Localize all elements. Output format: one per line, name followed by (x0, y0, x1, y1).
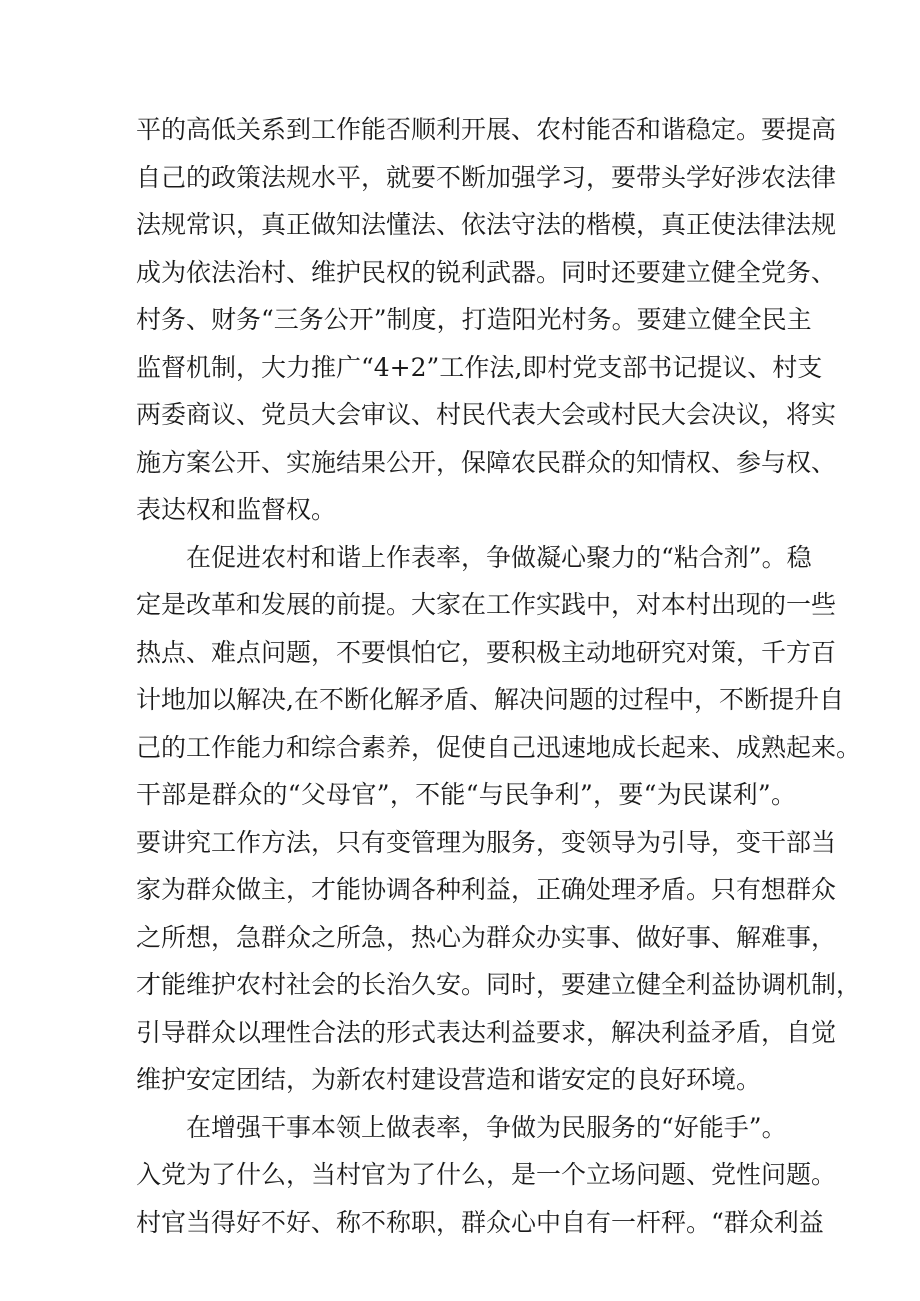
text-line: 计地加以解决,在不断化解矛盾、解决问题的过程中，不断提升自 (136, 685, 844, 714)
text-line: 法规常识，真正做知法懂法、依法守法的楷模，真正使法律法规 (136, 210, 837, 239)
text-line: 才能维护农村社会的长治久安。同时，要建立健全利益协调机制， (136, 970, 862, 999)
text-line: 维护安定团结，为新农村建设营造和谐安定的良好环境。 (136, 1065, 762, 1094)
text-line: 成为依法治村、维护民权的锐利武器。同时还要建立健全党务、 (136, 257, 837, 287)
text-line: 自己的政策法规水平，就要不断加强学习，要带头学好涉农法律 (136, 162, 837, 192)
text-line: 己的工作能力和综合素养，促使自己迅速地成长起来、成熟起来。 (136, 732, 862, 762)
text-line: 监督机制，大力推广“4+2”工作法,即村党支部书记提议、村支 (136, 352, 823, 382)
text-line: 两委商议、党员大会审议、村民代表大会或村民大会决议，将实 (136, 400, 837, 429)
text-line: 施方案公开、实施结果公开，保障农民群众的知情权、参与权、 (136, 447, 837, 477)
text-line: 家为群众做主，才能协调各种利益，正确处理矛盾。只有想群众 (136, 875, 837, 904)
text-line: 平的高低关系到工作能否顺利开展、农村能否和谐稳定。要提高 (136, 115, 837, 144)
text-line: 村务、财务“三务公开”制度，打造阳光村务。要建立健全民主 (136, 305, 812, 334)
text-line: 要讲究工作方法，只有变管理为服务，变领导为引导，变干部当 (136, 827, 837, 857)
text-line: 干部是群众的“父母官”，不能“与民争利”，要“为民谋利”。 (136, 780, 796, 809)
text-line: 村官当得好不好、称不称职，群众心中自有一杆秤。“群众利益 (136, 1207, 824, 1237)
body-text (136, 106, 862, 1246)
text-line: 表达权和监督权。 (136, 495, 337, 524)
text-line: 定是改革和发展的前提。大家在工作实践中，对本村出现的一些 (136, 590, 837, 619)
text-line: 在促进农村和谐上作表率，争做凝心聚力的“粘合剂”。稳 (186, 542, 812, 572)
text-line: 引导群众以理性合法的形式表达利益要求，解决利益矛盾，自觉 (136, 1017, 837, 1047)
text-line: 热点、难点问题，不要惧怕它，要积极主动地研究对策，千方百 (136, 637, 837, 667)
text-line: 在增强干事本领上做表率，争做为民服务的“好能手”。 (186, 1112, 787, 1142)
text-line: 之所想，急群众之所急，热心为群众办实事、做好事、解难事， (136, 922, 837, 952)
text-line: 入党为了什么，当村官为了什么，是一个立场问题、党性问题。 (136, 1160, 837, 1189)
